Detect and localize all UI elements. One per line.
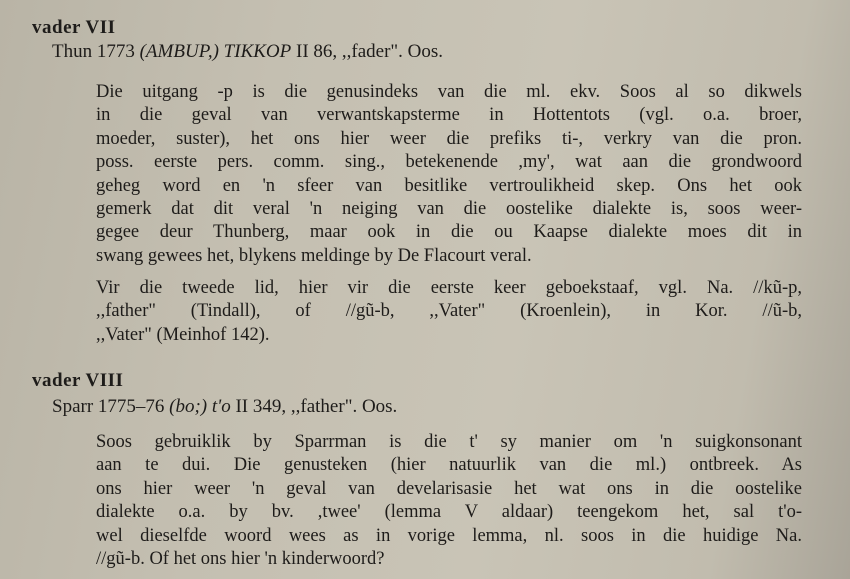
paragraph-line: ,,father" (Tindall), of //gũ-b, ,,Vater" (Kroenlein), in Kor. //ũ-b, bbox=[96, 301, 802, 322]
paragraph-line: Die uitgang -p is die genusindeks van die ml. ekv. Soos al so dikwels bbox=[96, 82, 802, 102]
paragraph-line: //gũ-b. Of het ons hier 'n kinderwoord? bbox=[96, 549, 385, 570]
paragraph-line: dialekte o.a. by bv. ,twee' (lemma V aldaar) teengekom het, sal t'o- bbox=[96, 502, 802, 523]
paragraph-line: gemerk dat dit veral 'n neiging van die oostelike dialekte is, soos weer- bbox=[96, 199, 802, 220]
source-citation-text: II 86, ,,fader". Oos. bbox=[291, 41, 444, 62]
lemma-heading: vader VII bbox=[32, 17, 116, 38]
source-citation-text: Thun 1773 bbox=[52, 41, 140, 62]
source-citation-italic: (AMBUP,) TIKKOP bbox=[139, 41, 292, 62]
source-citation-text: Sparr 1775–76 bbox=[52, 396, 170, 417]
commentary-paragraph bbox=[96, 431, 802, 571]
paragraph-line: swang gewees het, blykens meldinge by De Flacourt veral. bbox=[96, 245, 532, 266]
paragraph-line: Soos gebruiklik by Sparrman is die t' sy manier om 'n suigkonsonant bbox=[96, 432, 802, 452]
paragraph-line: gegee deur Thunberg, maar ook in die ou Kaapse dialekte moes dit in bbox=[96, 222, 802, 243]
paragraph-line: wel dieselfde woord wees as in vorige lemma, nl. soos in die huidige Na. bbox=[96, 525, 802, 546]
paragraph-line: poss. eerste pers. comm. sing., betekenende ,my', wat aan die grondwoord bbox=[96, 152, 802, 173]
paragraph-line: moeder, suster), het ons hier weer die prefiks ti-, verkry van die pron. bbox=[96, 128, 802, 149]
source-citation-text: II 349, ,,father". Oos. bbox=[230, 396, 398, 417]
source-citation bbox=[52, 396, 397, 418]
source-citation bbox=[52, 41, 443, 63]
source-citation-italic: (bo;) t'o bbox=[169, 396, 231, 417]
paragraph-line: in die geval van verwantskapsterme in Hottentots (vgl. o.a. broer, bbox=[96, 105, 802, 126]
commentary-paragraph bbox=[96, 81, 802, 268]
paragraph-line: ,,Vater" (Meinhof 142). bbox=[96, 324, 270, 345]
paragraph-line: geheg word en 'n sfeer van besitlike vertroulikheid skep. Ons het ook bbox=[96, 175, 802, 196]
paragraph-line: Vir die tweede lid, hier vir die eerste keer geboekstaaf, vgl. Na. //kũ-p, bbox=[96, 278, 802, 298]
paragraph-line: aan te dui. Die genusteken (hier natuurlik van die ml.) ontbreek. As bbox=[96, 455, 802, 476]
lemma-heading: vader VIII bbox=[32, 370, 124, 391]
paragraph-line: ons hier weer 'n geval van develarisasie het wat ons in die oostelike bbox=[96, 478, 802, 499]
commentary-paragraph bbox=[96, 277, 802, 347]
